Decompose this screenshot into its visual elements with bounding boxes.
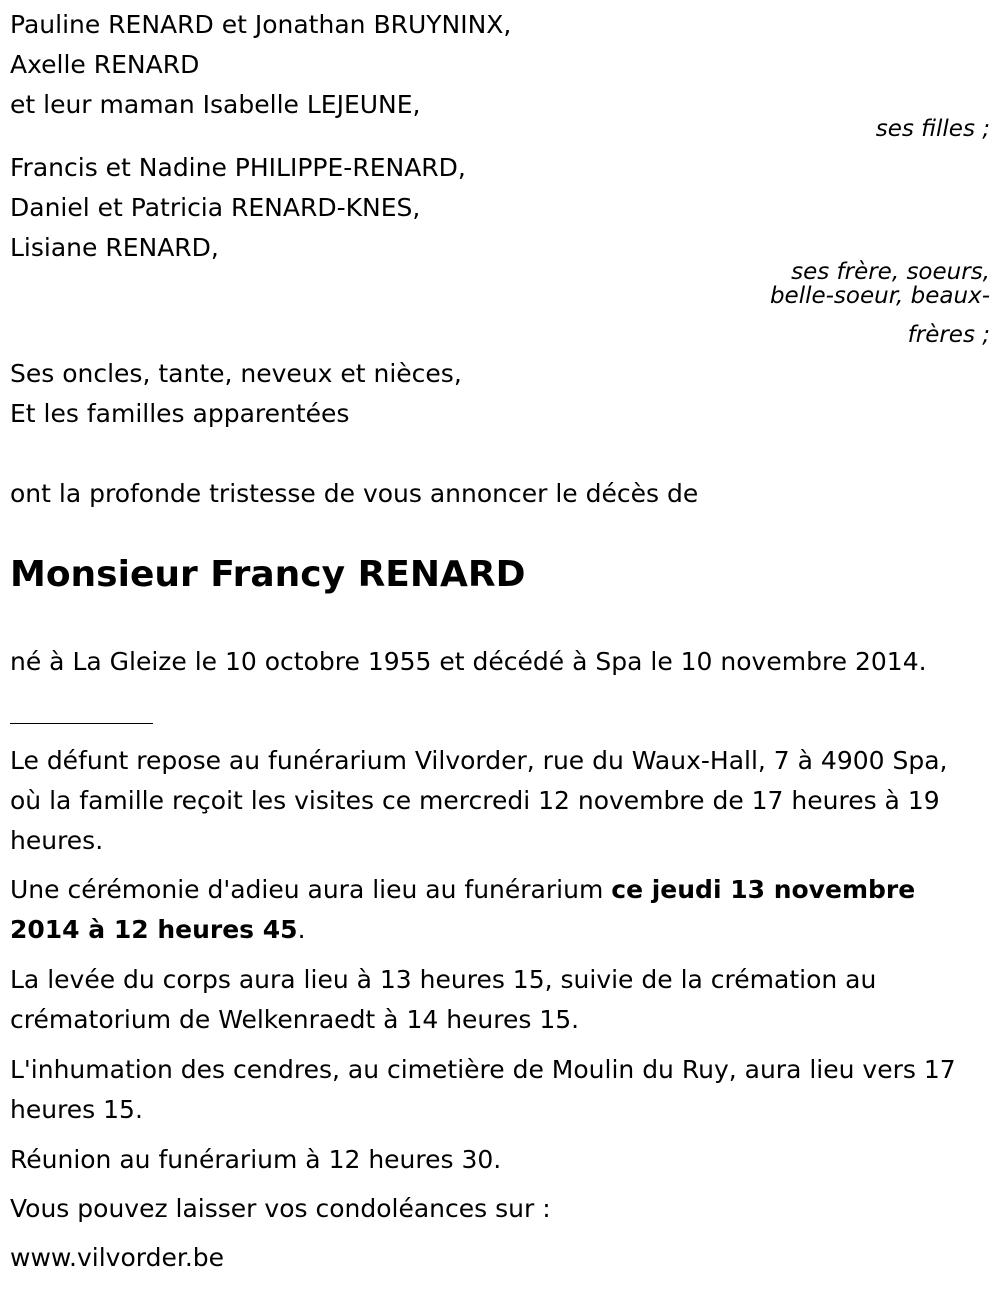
- family-line: et leur maman Isabelle LEJEUNE,: [10, 90, 421, 119]
- ceremony-end: .: [297, 915, 306, 944]
- family-line: Lisiane RENARD,: [10, 233, 219, 262]
- repose-paragraph: Le défunt repose au funérarium Vilvorder, rue du Waux-Hall, 7 à 4900 Spa, où la famille reçoit les visites ce mercredi 12 novembre de 17 heures à 19 heures.: [10, 746, 948, 855]
- reunion-paragraph: Réunion au funérarium à 12 heures 30.: [10, 1145, 502, 1174]
- condolences-paragraph: Vous pouvez laisser vos condoléances sur :: [10, 1194, 551, 1223]
- ceremony-text: Une cérémonie d'adieu aura lieu au funérarium: [10, 875, 612, 904]
- website-link[interactable]: www.vilvorder.be: [10, 1243, 225, 1272]
- separator-line: [10, 723, 153, 724]
- relation-label: belle-soeur, beaux-: [769, 283, 990, 309]
- family-line: Et les familles apparentées: [10, 399, 350, 428]
- family-line: Axelle RENARD: [10, 50, 200, 79]
- family-line: Daniel et Patricia RENARD-KNES,: [10, 193, 421, 222]
- family-line: Francis et Nadine PHILIPPE-RENARD,: [10, 153, 466, 182]
- relation-label: frères ;: [907, 322, 990, 348]
- ceremony-paragraph: [10, 870, 985, 950]
- announcement-text: ont la profonde tristesse de vous annoncer le décès de: [10, 479, 699, 508]
- deceased-name: Monsieur Francy RENARD: [10, 554, 526, 595]
- family-line: Ses oncles, tante, neveux et nièces,: [10, 359, 462, 388]
- relation-label: ses frère, soeurs,: [791, 259, 990, 285]
- levee-paragraph: La levée du corps aura lieu à 13 heures 15, suivie de la crémation au crématorium de Welkenraedt à 14 heures 15.: [10, 965, 877, 1034]
- birth-death-dates: né à La Gleize le 10 octobre 1955 et décédé à Spa le 10 novembre 2014.: [10, 647, 927, 676]
- relation-label: ses filles ;: [875, 116, 990, 142]
- inhumation-paragraph: L'inhumation des cendres, au cimetière de Moulin du Ruy, aura lieu vers 17 heures 15.: [10, 1055, 956, 1124]
- family-line: Pauline RENARD et Jonathan BRUYNINX,: [10, 10, 512, 39]
- ceremony-date: ce jeudi 13 novembre 2014 à 12 heures 45: [10, 875, 916, 944]
